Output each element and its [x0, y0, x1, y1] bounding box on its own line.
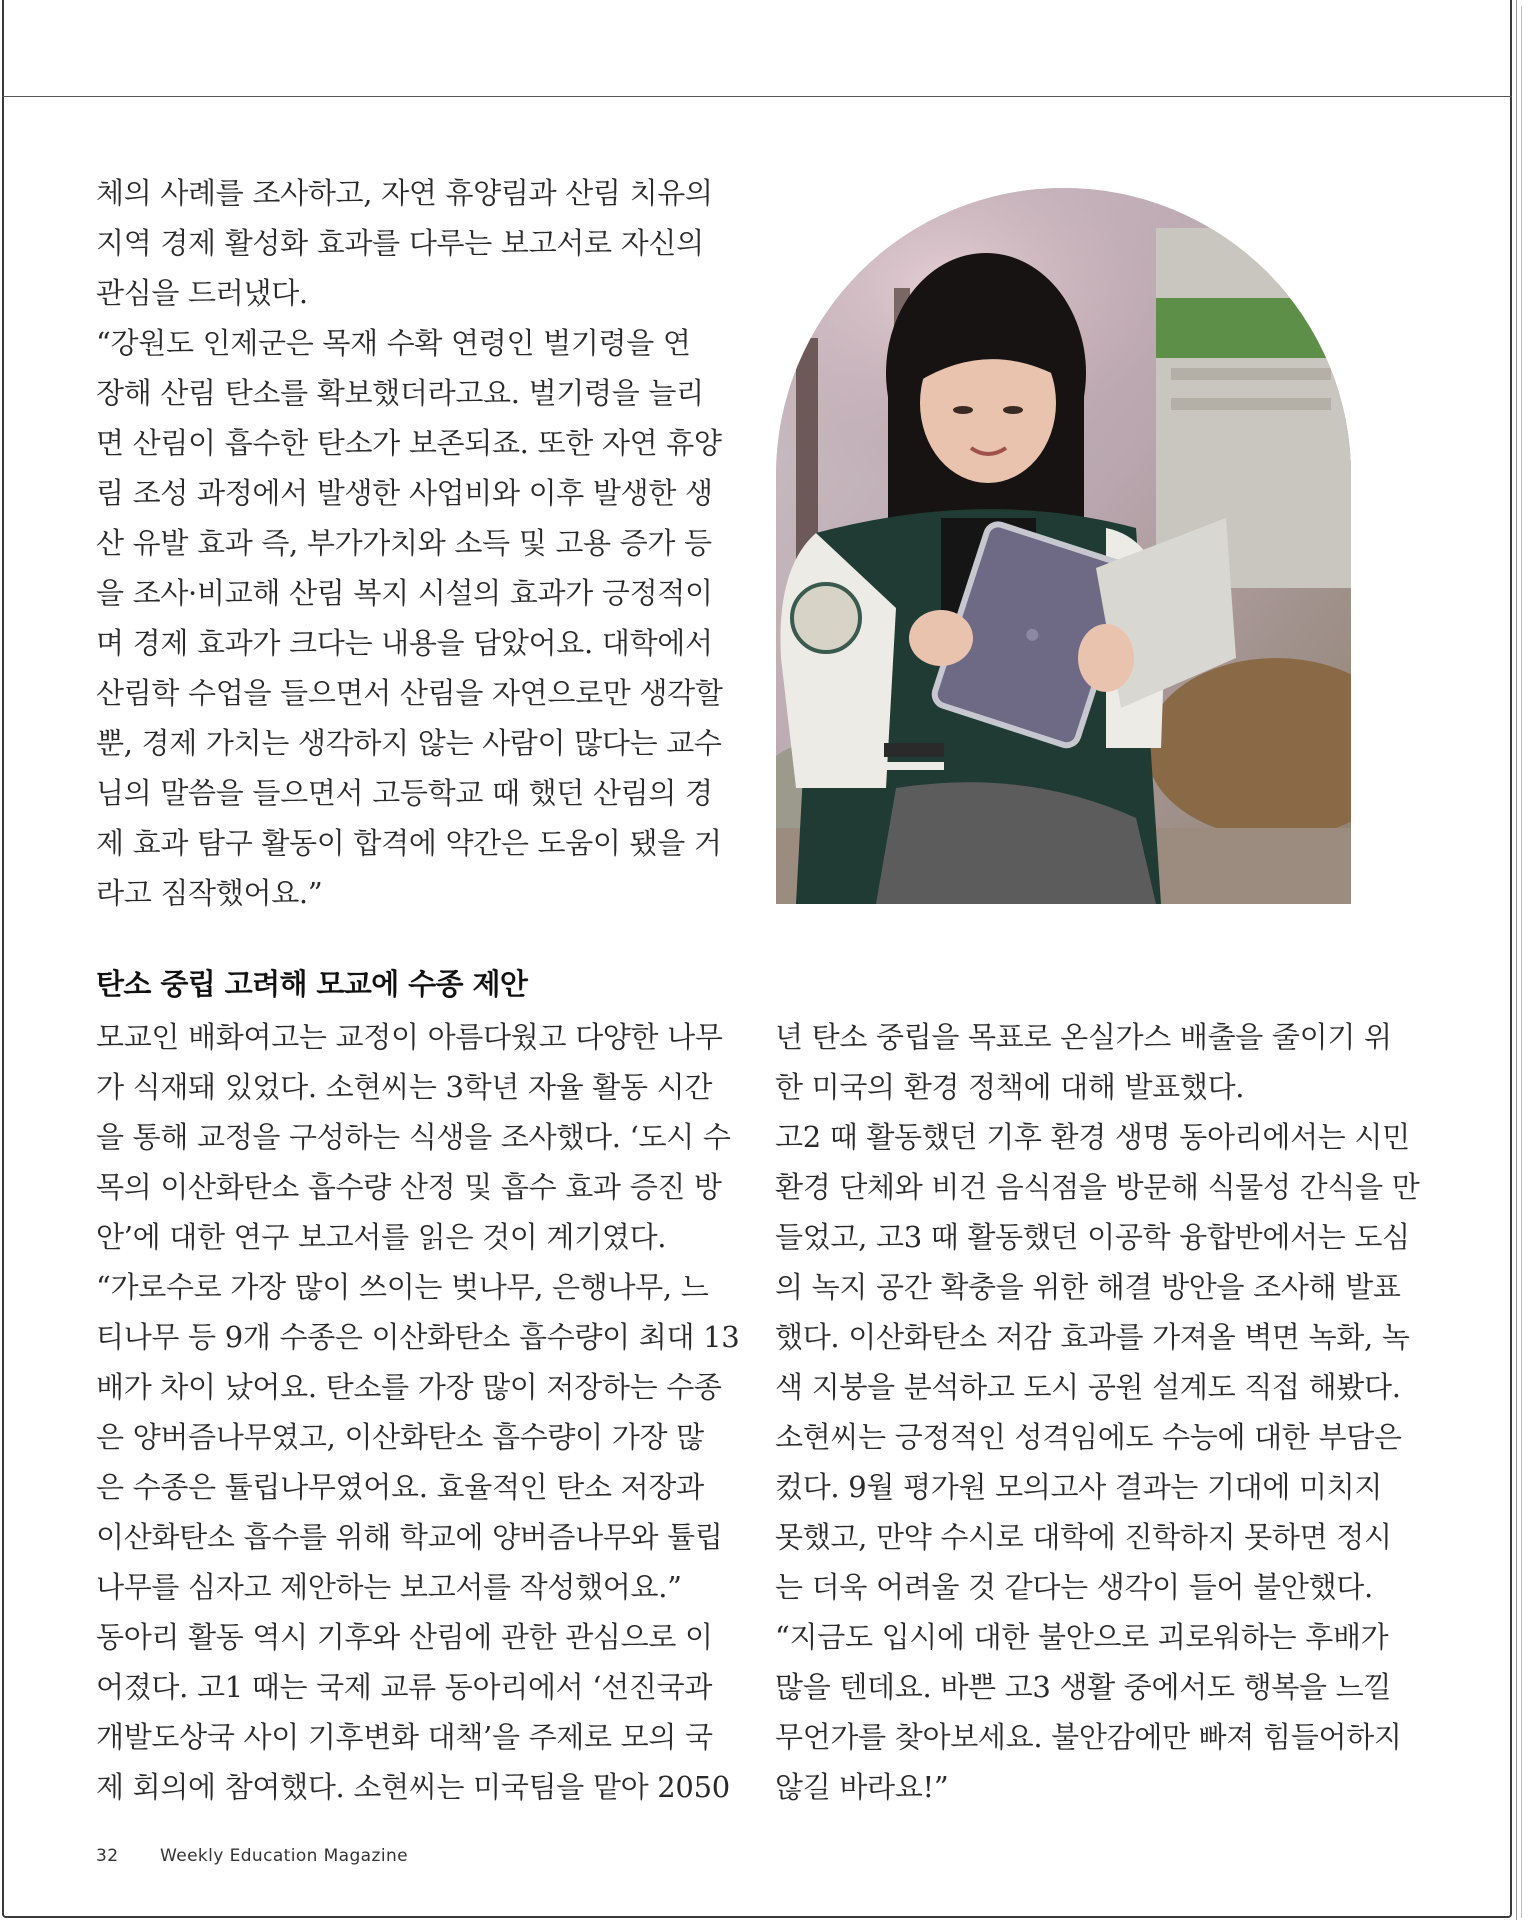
- paragraph-line: 했다. 이산화탄소 저감 효과를 가져올 벽면 녹화, 녹: [775, 1320, 1410, 1354]
- paragraph-line: 티나무 등 9개 수종은 이산화탄소 흡수량이 최대 13: [96, 1320, 740, 1354]
- paragraph-line: 환경 단체와 비건 음식점을 방문해 식물성 간식을 만: [775, 1170, 1420, 1204]
- paragraph-line: 면 산림이 흡수한 탄소가 보존되죠. 또한 자연 휴양: [96, 426, 722, 460]
- paragraph-line: 산림학 수업을 들으면서 산림을 자연으로만 생각할: [96, 676, 723, 710]
- paragraph-line: 안’에 대한 연구 보고서를 읽은 것이 계기였다.: [96, 1220, 667, 1254]
- page-number: 32: [96, 1846, 119, 1866]
- paragraph-line: 지역 경제 활성화 효과를 다루는 보고서로 자신의: [96, 226, 704, 260]
- paragraph-line: 어졌다. 고1 때는 국제 교류 동아리에서 ‘선진국과: [96, 1670, 713, 1704]
- paragraph-line: 을 통해 교정을 구성하는 식생을 조사했다. ‘도시 수: [96, 1120, 731, 1154]
- paragraph-line: 장해 산림 탄소를 확보했더라고요. 벌기령을 늘리: [96, 376, 704, 410]
- paragraph-line: 들었고, 고3 때 활동했던 이공학 융합반에서는 도심: [775, 1220, 1410, 1254]
- paragraph-line: 배가 차이 났어요. 탄소를 가장 많이 저장하는 수종: [96, 1370, 722, 1404]
- paragraph-line: 라고 짐작했어요.”: [96, 876, 323, 910]
- paragraph-line: “강원도 인제군은 목재 수확 연령인 벌기령을 연: [96, 326, 691, 360]
- magazine-name: Weekly Education Magazine: [160, 1846, 408, 1866]
- paragraph-line: 색 지붕을 분석하고 도시 공원 설계도 직접 해봤다.: [775, 1370, 1401, 1404]
- article-column-top-left: [96, 168, 723, 918]
- paragraph-line: 않길 바라요!”: [775, 1770, 949, 1804]
- paragraph-line: 소현씨는 긍정적인 성격임에도 수능에 대한 부담은: [775, 1420, 1402, 1454]
- paragraph-line: 년 탄소 중립을 목표로 온실가스 배출을 줄이기 위: [775, 1020, 1392, 1054]
- paragraph-line: 은 수종은 튤립나무였어요. 효율적인 탄소 저장과: [96, 1470, 704, 1504]
- paragraph-line: 관심을 드러냈다.: [96, 276, 308, 310]
- paragraph-line: 개발도상국 사이 기후변화 대책’을 주제로 모의 국: [96, 1720, 713, 1754]
- paragraph-line: 못했고, 만약 수시로 대학에 진학하지 못하면 정시: [775, 1520, 1392, 1554]
- student-portrait-photo: [776, 188, 1351, 904]
- paragraph-line: 을 조사·비교해 산림 복지 시설의 효과가 긍정적이: [96, 576, 713, 610]
- paragraph-line: 컸다. 9월 평가원 모의고사 결과는 기대에 미치지: [775, 1470, 1383, 1504]
- paragraph-line: 은 양버즘나무였고, 이산화탄소 흡수량이 가장 많: [96, 1420, 704, 1454]
- paragraph-line: 산 유발 효과 즉, 부가가치와 소득 및 고용 증가 등: [96, 526, 712, 560]
- paragraph-line: 가 식재돼 있었다. 소현씨는 3학년 자율 활동 시간: [96, 1070, 713, 1104]
- paragraph-line: 모교인 배화여고는 교정이 아름다웠고 다양한 나무: [96, 1020, 723, 1054]
- paragraph-line: “지금도 입시에 대한 불안으로 괴로워하는 후배가: [775, 1620, 1389, 1654]
- paragraph-line: 무언가를 찾아보세요. 불안감에만 빠져 힘들어하지: [775, 1720, 1402, 1754]
- paragraph-line: 림 조성 과정에서 발생한 사업비와 이후 발생한 생: [96, 476, 713, 510]
- article-column-right: [775, 1012, 1420, 1812]
- paragraph-line: 많을 텐데요. 바쁜 고3 생활 중에서도 행복을 느낄: [775, 1670, 1392, 1704]
- paragraph-line: 는 더욱 어려울 것 같다는 생각이 들어 불안했다.: [775, 1570, 1373, 1604]
- header-rule: [2, 96, 1512, 97]
- paragraph-line: 제 효과 탐구 활동이 합격에 약간은 도움이 됐을 거: [96, 826, 722, 860]
- page-edge: [1517, 6, 1522, 1918]
- paragraph-line: 뿐, 경제 가치는 생각하지 않는 사람이 많다는 교수: [96, 726, 722, 760]
- paragraph-line: 님의 말씀을 들으면서 고등학교 때 했던 산림의 경: [96, 776, 713, 810]
- paragraph-line: 제 회의에 참여했다. 소현씨는 미국팀을 맡아 2050: [96, 1770, 730, 1804]
- paragraph-line: 목의 이산화탄소 흡수량 산정 및 흡수 효과 증진 방: [96, 1170, 722, 1204]
- paragraph-line: 한 미국의 환경 정책에 대해 발표했다.: [775, 1070, 1245, 1104]
- paragraph-line: 의 녹지 공간 확충을 위한 해결 방안을 조사해 발표: [775, 1270, 1401, 1304]
- article-column-bottom-left: [96, 1012, 740, 1812]
- paragraph-line: 나무를 심자고 제안하는 보고서를 작성했어요.”: [96, 1570, 682, 1604]
- paragraph-line: 체의 사례를 조사하고, 자연 휴양림과 산림 치유의: [96, 176, 713, 210]
- section-heading: 탄소 중립 고려해 모교에 수종 제안: [96, 967, 528, 1001]
- paragraph-line: 며 경제 효과가 크다는 내용을 담았어요. 대학에서: [96, 626, 713, 660]
- paragraph-line: 이산화탄소 흡수를 위해 학교에 양버즘나무와 튤립: [96, 1520, 723, 1554]
- paragraph-line: 동아리 활동 역시 기후와 산림에 관한 관심으로 이: [96, 1620, 713, 1654]
- paragraph-line: 고2 때 활동했던 기후 환경 생명 동아리에서는 시민: [775, 1120, 1410, 1154]
- paragraph-line: “가로수로 가장 많이 쓰이는 벚나무, 은행나무, 느: [96, 1270, 709, 1304]
